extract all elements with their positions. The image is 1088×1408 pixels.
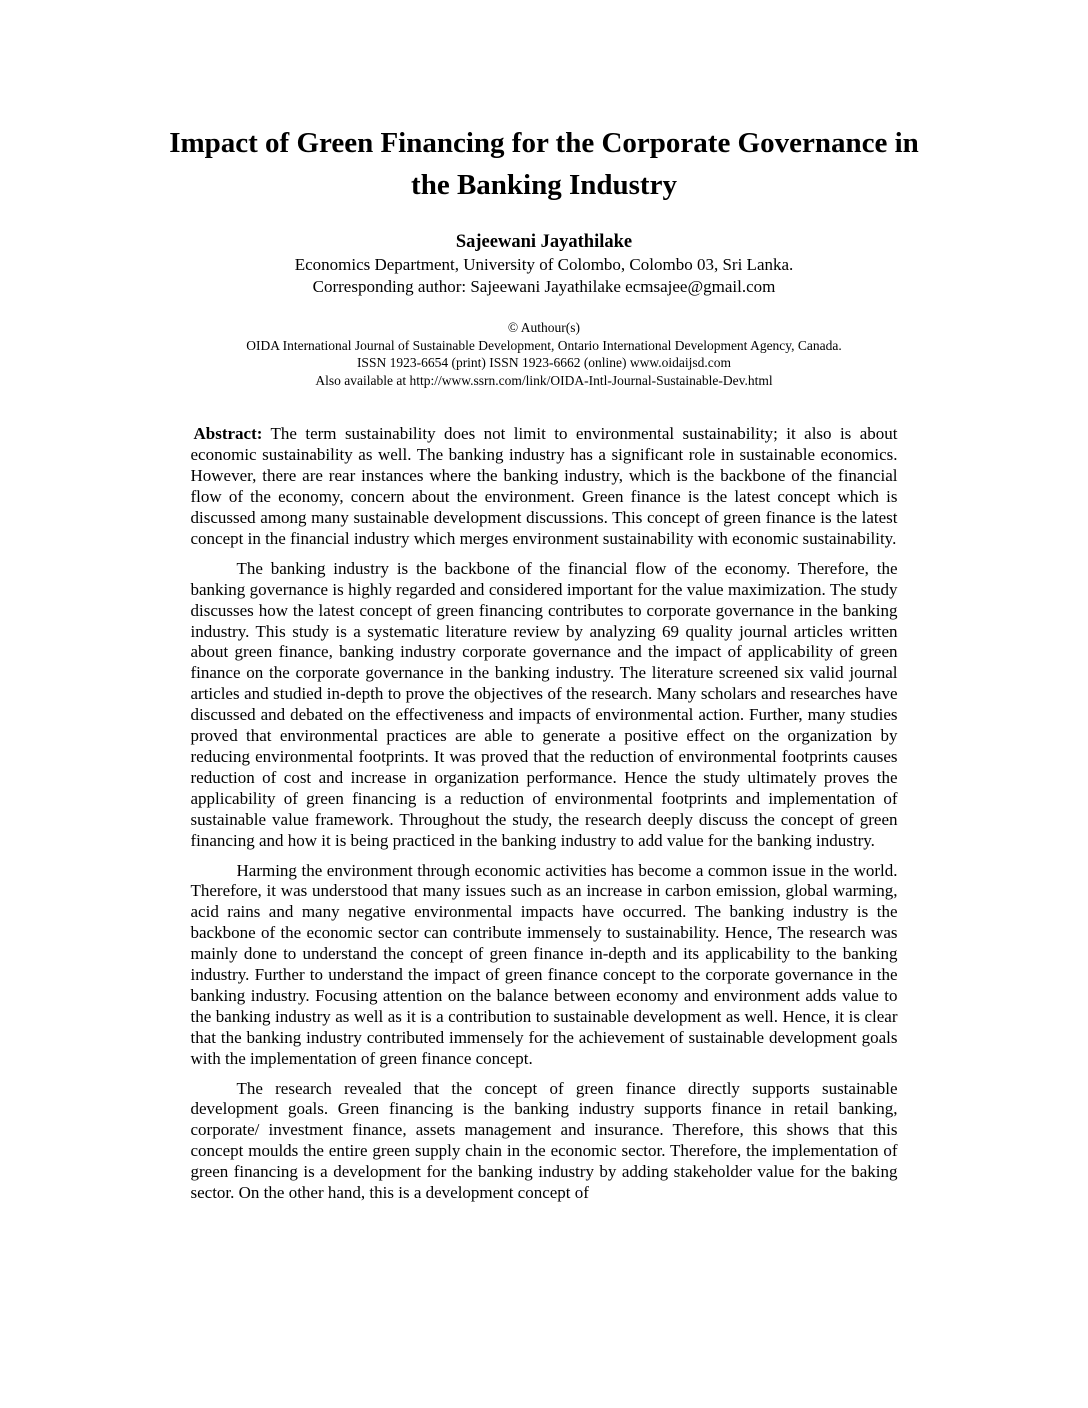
journal-name: OIDA International Journal of Sustainable Development, Ontario International Development Agency, Canada. bbox=[246, 337, 842, 353]
abstract-intro-text: The term sustainability does not limit to environmental sustainability; it also is about economic sustainability as well. The banking industry has a significant role in sustainable economics. However, there are rear instances where the banking industry, which is the backbone of the financial flow of the economy, concern about the environment. Green finance is the latest concept which is discussed among many sustainable development discussions. This concept of green finance is the latest concept in the financial industry which merges environment sustainability with economic sustainability. bbox=[190, 424, 898, 548]
author-affiliation: Economics Department, University of Colombo, Colombo 03, Sri Lanka. bbox=[294, 255, 794, 274]
issn-line: ISSN 1923-6654 (print) ISSN 1923-6662 (online) www.oidaijsd.com bbox=[356, 355, 732, 371]
abstract-paragraph-3: Harming the environment through economic activities has become a common issue in the world. Therefore, it was understood that many issues such as an increase in carbon emission, global warming, acid rains and many negative environmental impacts have occurred. The banking industry is the backbone of the economic sector can contribute immensely to sustainability. Hence, The research was mainly done to understand the concept of green finance in-depth and its applicability to the banking industry. Further to understand the impact of green finance concept to the corporate governance in the banking industry. Focusing attention on the balance between economy and environment adds value to the banking industry as well as it is a contribution to sustainable development as well. Hence, it is clear that the banking industry contributed immensely for the achievement of sustainable development goals with the implementation of green finance concept. bbox=[190, 860, 898, 1068]
author-block bbox=[0, 230, 1088, 298]
abstract-section bbox=[191, 424, 898, 1204]
abstract-paragraph-4: The research revealed that the concept of green finance directly supports sustainable development goals. Green financing is the banking industry supports finance in retail banking, corporate/ investment finance, assets management and insurance. Therefore, this shows that this concept moulds the entire green supply chain in the economic sector. Therefore, the implementation of green financing is a development for the banking industry by adding stakeholder value for the baking sector. On the other hand, this is a development concept of bbox=[190, 1078, 898, 1203]
abstract-label: Abstract: bbox=[193, 424, 263, 444]
corresponding-author: Corresponding author: Sajeewani Jayathilake ecmsajee@gmail.com bbox=[312, 277, 776, 296]
abstract-paragraph-1 bbox=[191, 424, 898, 549]
publication-block bbox=[0, 319, 1088, 389]
paper-title-line-1: Impact of Green Financing for the Corporate Governance in bbox=[169, 127, 919, 159]
copyright-notice: © Authour(s) bbox=[507, 320, 581, 335]
paper-title-line-2: the Banking Industry bbox=[411, 169, 677, 201]
availability-line: Also available at http://www.ssrn.com/link/OIDA-Intl-Journal-Sustainable-Dev.html bbox=[315, 372, 773, 388]
paper-title bbox=[0, 0, 1088, 206]
abstract-paragraph-2: The banking industry is the backbone of the financial flow of the economy. Therefore, the banking governance is highly regarded and considered important for the value maximization. The study discusses how the latest concept of green financing contributes to corporate governance in the banking industry. This study is a systematic literature review by analyzing 69 quality journal articles written about green finance, banking industry corporate governance and the impact of applicability of green finance on the corporate governance in the banking industry. The literature screened six valid journal articles and studied in-depth to prove the objectives of the research. Many scholars and researches have discussed and debated on the effectiveness and impacts of environmental action. Further, many studies proved that environmental practices are able to generate a positive effect on the organization by reducing environmental footprints. It was proved that the reduction of environmental footprints causes reduction of cost and increase in organization performance. Hence the study ultimately proves the applicability of green financing is a reduction of environmental footprints and implementation of sustainable value framework. Throughout the study, the research deeply discuss the concept of green financing and how it is being practiced in the banking industry to add value for the banking industry. bbox=[190, 558, 898, 850]
author-name: Sajeewani Jayathilake bbox=[455, 232, 633, 252]
